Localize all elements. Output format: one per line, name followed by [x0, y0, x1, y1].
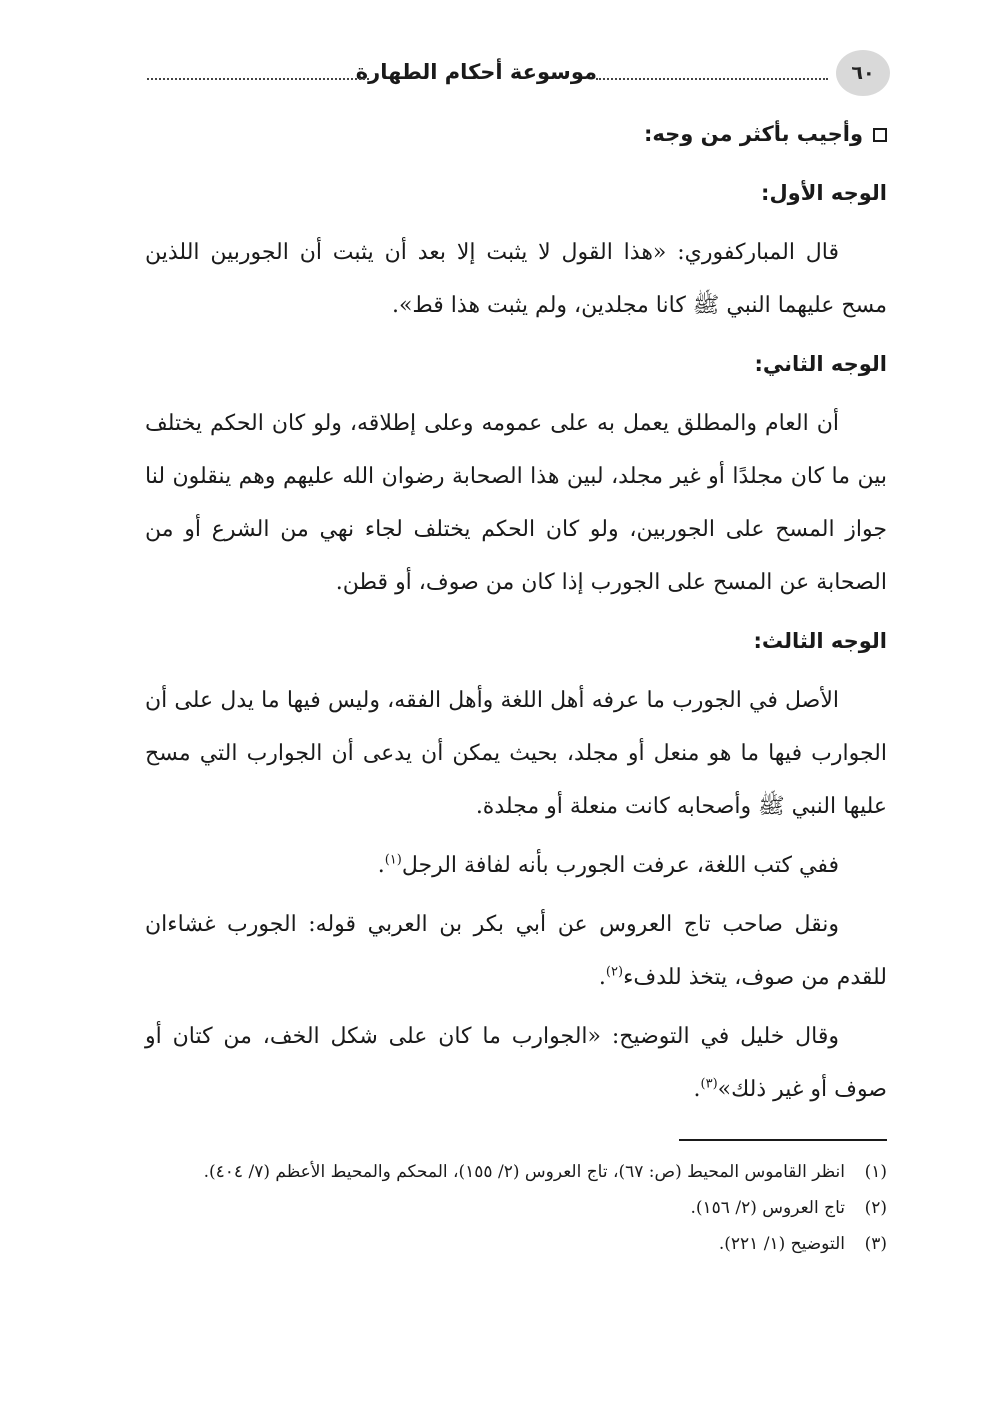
footnote-ref-3[interactable]: (٣) — [700, 1076, 718, 1092]
paragraph-third-aspect: الأصل في الجورب ما عرفه أهل اللغة وأهل الفقه، وليس فيها ما يدل على أن الجوارب فيها ما هو منعل أو مجلد، بحيث يمكن أن يدعى أن الجوارب التي مسح عليها النبي ﷺ وأصحابه كانت منعلة أو مجلدة. — [145, 688, 887, 819]
intro-heading — [145, 108, 887, 161]
section-heading-third: الوجه الثالث: — [753, 629, 887, 653]
footnote-ref-2[interactable]: (٢) — [605, 964, 624, 980]
footnote-item — [145, 1227, 887, 1261]
footnote-number: (١) — [864, 1162, 887, 1182]
footnote-text: التوضيح (١/ ٢٢١). — [718, 1234, 845, 1254]
footnote-ref-1[interactable]: (١) — [384, 852, 402, 868]
paragraph-khalil — [145, 1010, 887, 1116]
footnote-separator — [679, 1139, 887, 1141]
footnote-number: (٣) — [864, 1234, 887, 1254]
paragraph-second-aspect: أن العام والمطلق يعمل به على عمومه وعلى إطلاقه، ولو كان الحكم يختلف بين ما كان مجلدًا أو غير مجلد، لبين هذا الصحابة رضوان الله عليهم وهم ينقلون لنا جواز المسح على الجوربين، ولو كان الحكم يختلف لجاء نهي من الشرع أو من الصحابة عن المسح على الجورب إذا كان من صوف، أو قطن. — [145, 411, 887, 595]
header-dotted-rule-right — [596, 78, 828, 80]
intro-heading-text: وأجيب بأكثر من وجه: — [644, 122, 863, 146]
footnotes — [145, 1155, 887, 1263]
paragraph-text: ففي كتب اللغة، عرفت الجورب بأنه لفافة الرجل — [401, 853, 839, 878]
paragraph-end: . — [693, 1077, 701, 1102]
paragraph-taj-alarus — [145, 898, 887, 1004]
paragraph-first-aspect: قال المباركفوري: «هذا القول لا يثبت إلا بعد أن يثبت أن الجوربين اللذين مسح عليهما النبي ﷺ كانا مجلدين، ولم يثبت هذا قط». — [145, 240, 887, 318]
paragraph-language-books — [145, 839, 887, 892]
footnote-item — [145, 1155, 887, 1189]
book-title: موسوعة أحكام الطهارة — [355, 60, 597, 84]
header-dotted-rule-left — [147, 78, 369, 80]
footnote-text: انظر القاموس المحيط (ص: ٦٧)، تاج العروس (٢/ ١٥٥)، المحكم والمحيط الأعظم (٧/ ٤٠٤). — [203, 1162, 845, 1182]
footnote-item — [145, 1191, 887, 1225]
paragraph-end: . — [377, 853, 385, 878]
section-heading-first: الوجه الأول: — [761, 181, 887, 205]
section-heading-second: الوجه الثاني: — [754, 352, 887, 376]
paragraph-text: ونقل صاحب تاج العروس عن أبي بكر بن العربي قوله: الجورب غشاءان للقدم من صوف، يتخذ للدفء — [145, 912, 887, 990]
page-number-badge: ٦٠ — [836, 50, 890, 96]
paragraph-text: وقال خليل في التوضيح: «الجوارب ما كان على شكل الخف، من كتان أو صوف أو غير ذلك» — [145, 1024, 887, 1102]
page-header — [145, 50, 890, 96]
square-bullet-icon — [873, 128, 887, 142]
main-text — [145, 108, 887, 1122]
footnote-text: تاج العروس (٢/ ١٥٦). — [690, 1198, 845, 1218]
paragraph-end: . — [598, 965, 606, 990]
footnote-number: (٢) — [864, 1198, 887, 1218]
